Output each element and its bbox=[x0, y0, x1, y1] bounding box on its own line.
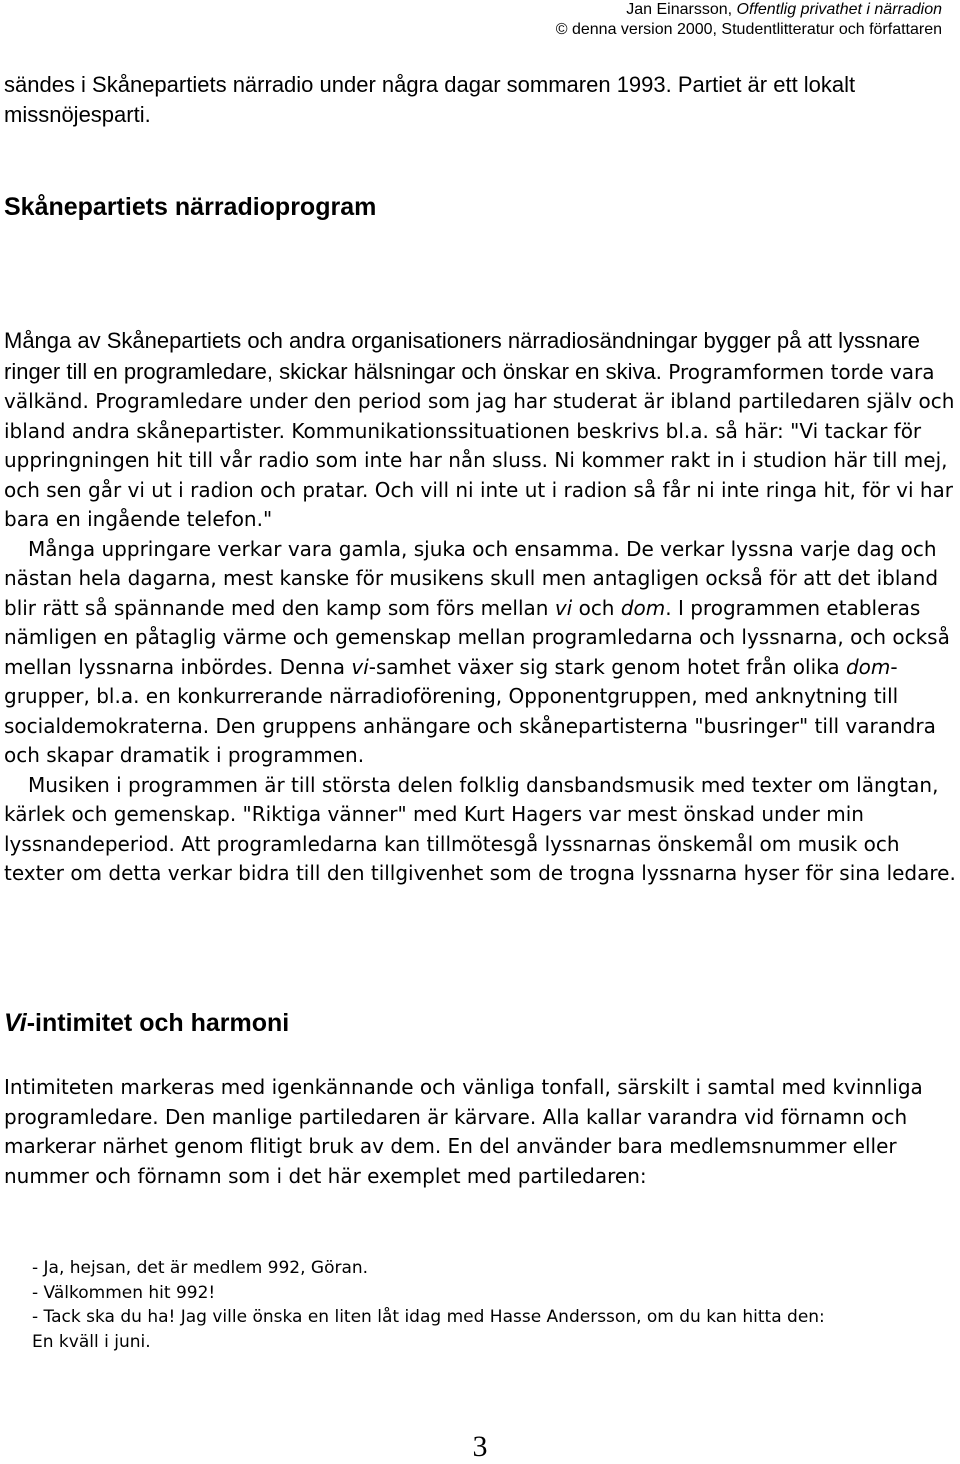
dialog-line-3: - Tack ska du ha! Jag ville önska en liten låt idag med Hasse Andersson, om du kan hitta den: bbox=[32, 1307, 825, 1327]
emph-dom: dom bbox=[620, 595, 666, 620]
emph-dom-2: dom bbox=[845, 654, 891, 679]
emph-vi: vi bbox=[554, 595, 573, 620]
page-number: 3 bbox=[472, 1430, 488, 1463]
section1-p2c: . I programmen etableras nämligen en påtaglig värme och gemenskap mellan programledarna och lyssnarna, och också mellan lyssnarna inbördes. Denna bbox=[4, 595, 950, 679]
page-content bbox=[4, 70, 956, 1352]
section1-p2e: -grupper, bl.a. en konkurrerande närradioförening, Opponentgruppen, med anknytning till socialdemokraterna. Den gruppens anhängare och skånepartisterna "busringer" till varandra och skapar dramatik i programmen. bbox=[4, 654, 936, 767]
section1-p2d: -samhet växer sig stark genom hotet från olika bbox=[368, 654, 846, 679]
section1-p2a: Många uppringare verkar vara gamla, sjuka och ensamma. De verkar lyssna varje dag och nästan hela dagarna, mest kanske för musikens skull men antagligen också för att det ibland blir rätt så spännande med den kamp som förs mellan bbox=[4, 536, 939, 620]
running-header bbox=[556, 0, 942, 40]
section1-p3: Musiken i programmen är till största delen folklig dansbandsmusik med texter om längtan, kärlek och gemenskap. "Riktiga vänner" med Kurt Hagers var mest önskad under min lyssnandeperiod. Att programledarna kan tillmötesgå lyssnarnas önskemål om musik och texter om detta verkar bidra till den tillgivenhet som de trogna lyssnarna hyser för sina ledare. bbox=[4, 772, 956, 885]
emph-vi-2: vi bbox=[351, 654, 369, 679]
header-author: Jan Einarsson, bbox=[626, 1, 737, 18]
header-line-2: © denna version 2000, Studentlitteratur och författaren bbox=[555, 21, 942, 38]
section1-p2b: och bbox=[572, 595, 621, 620]
dialog-line-1: - Ja, hejsan, det är medlem 992, Göran. bbox=[32, 1258, 369, 1278]
header-book-title: Offentlig privathet i närradion bbox=[736, 1, 942, 18]
dialog-line-4: En kväll i juni. bbox=[32, 1331, 151, 1352]
dialog-excerpt bbox=[32, 1256, 952, 1354]
heading-emph-vi: Vi bbox=[4, 1009, 27, 1037]
section2-paragraph: Intimiteten markeras med igenkännande och vänliga tonfall, särskilt i samtal med kvinnliga programledare. Den manlige partiledaren är kärvare. Alla kallar varandra vid förnamn och markerar närhet genom flitigt bruk av dem. En del använder bara medlemsnummer eller nummer och förnamn som i det här exemplet med partiledaren: bbox=[4, 1075, 923, 1188]
header-line-1 bbox=[556, 0, 942, 20]
intro-paragraph: sändes i Skånepartiets närradio under några dagar sommaren 1993. Partiet är ett lokalt missnöjesparti. bbox=[4, 72, 856, 127]
section1-p1: Programformen torde vara välkänd. Programledare under den period som jag har studerat är ibland partiledaren själv och ibland andra skånepartister. Kommunikationssituationen beskrivs bl.a. så här: "Vi tackar för uppringningen hit till vår radio som inte har nån sluss. Ni kommer rakt in i studion här till mej, och sen går vi ut i radion och pratar. Och vill ni inte ut i radion så får ni inte ringa hit, för vi har bara en ingående telefon." bbox=[4, 359, 955, 531]
section-heading-vi-intimitet bbox=[4, 1008, 289, 1038]
section1-body bbox=[4, 326, 956, 889]
heading-rest: -intimitet och harmoni bbox=[26, 1009, 290, 1037]
section-heading-narradioprogram: Skånepartiets närradioprogram bbox=[4, 193, 377, 221]
dialog-line-2: - Välkommen hit 992! bbox=[32, 1282, 216, 1303]
section1-lead: Många av Skånepartiets och andra organisationers närradiosändningar bygger på att lyssnare ringer till en programledare, skickar hälsningar och önskar en skiva. bbox=[4, 328, 921, 384]
